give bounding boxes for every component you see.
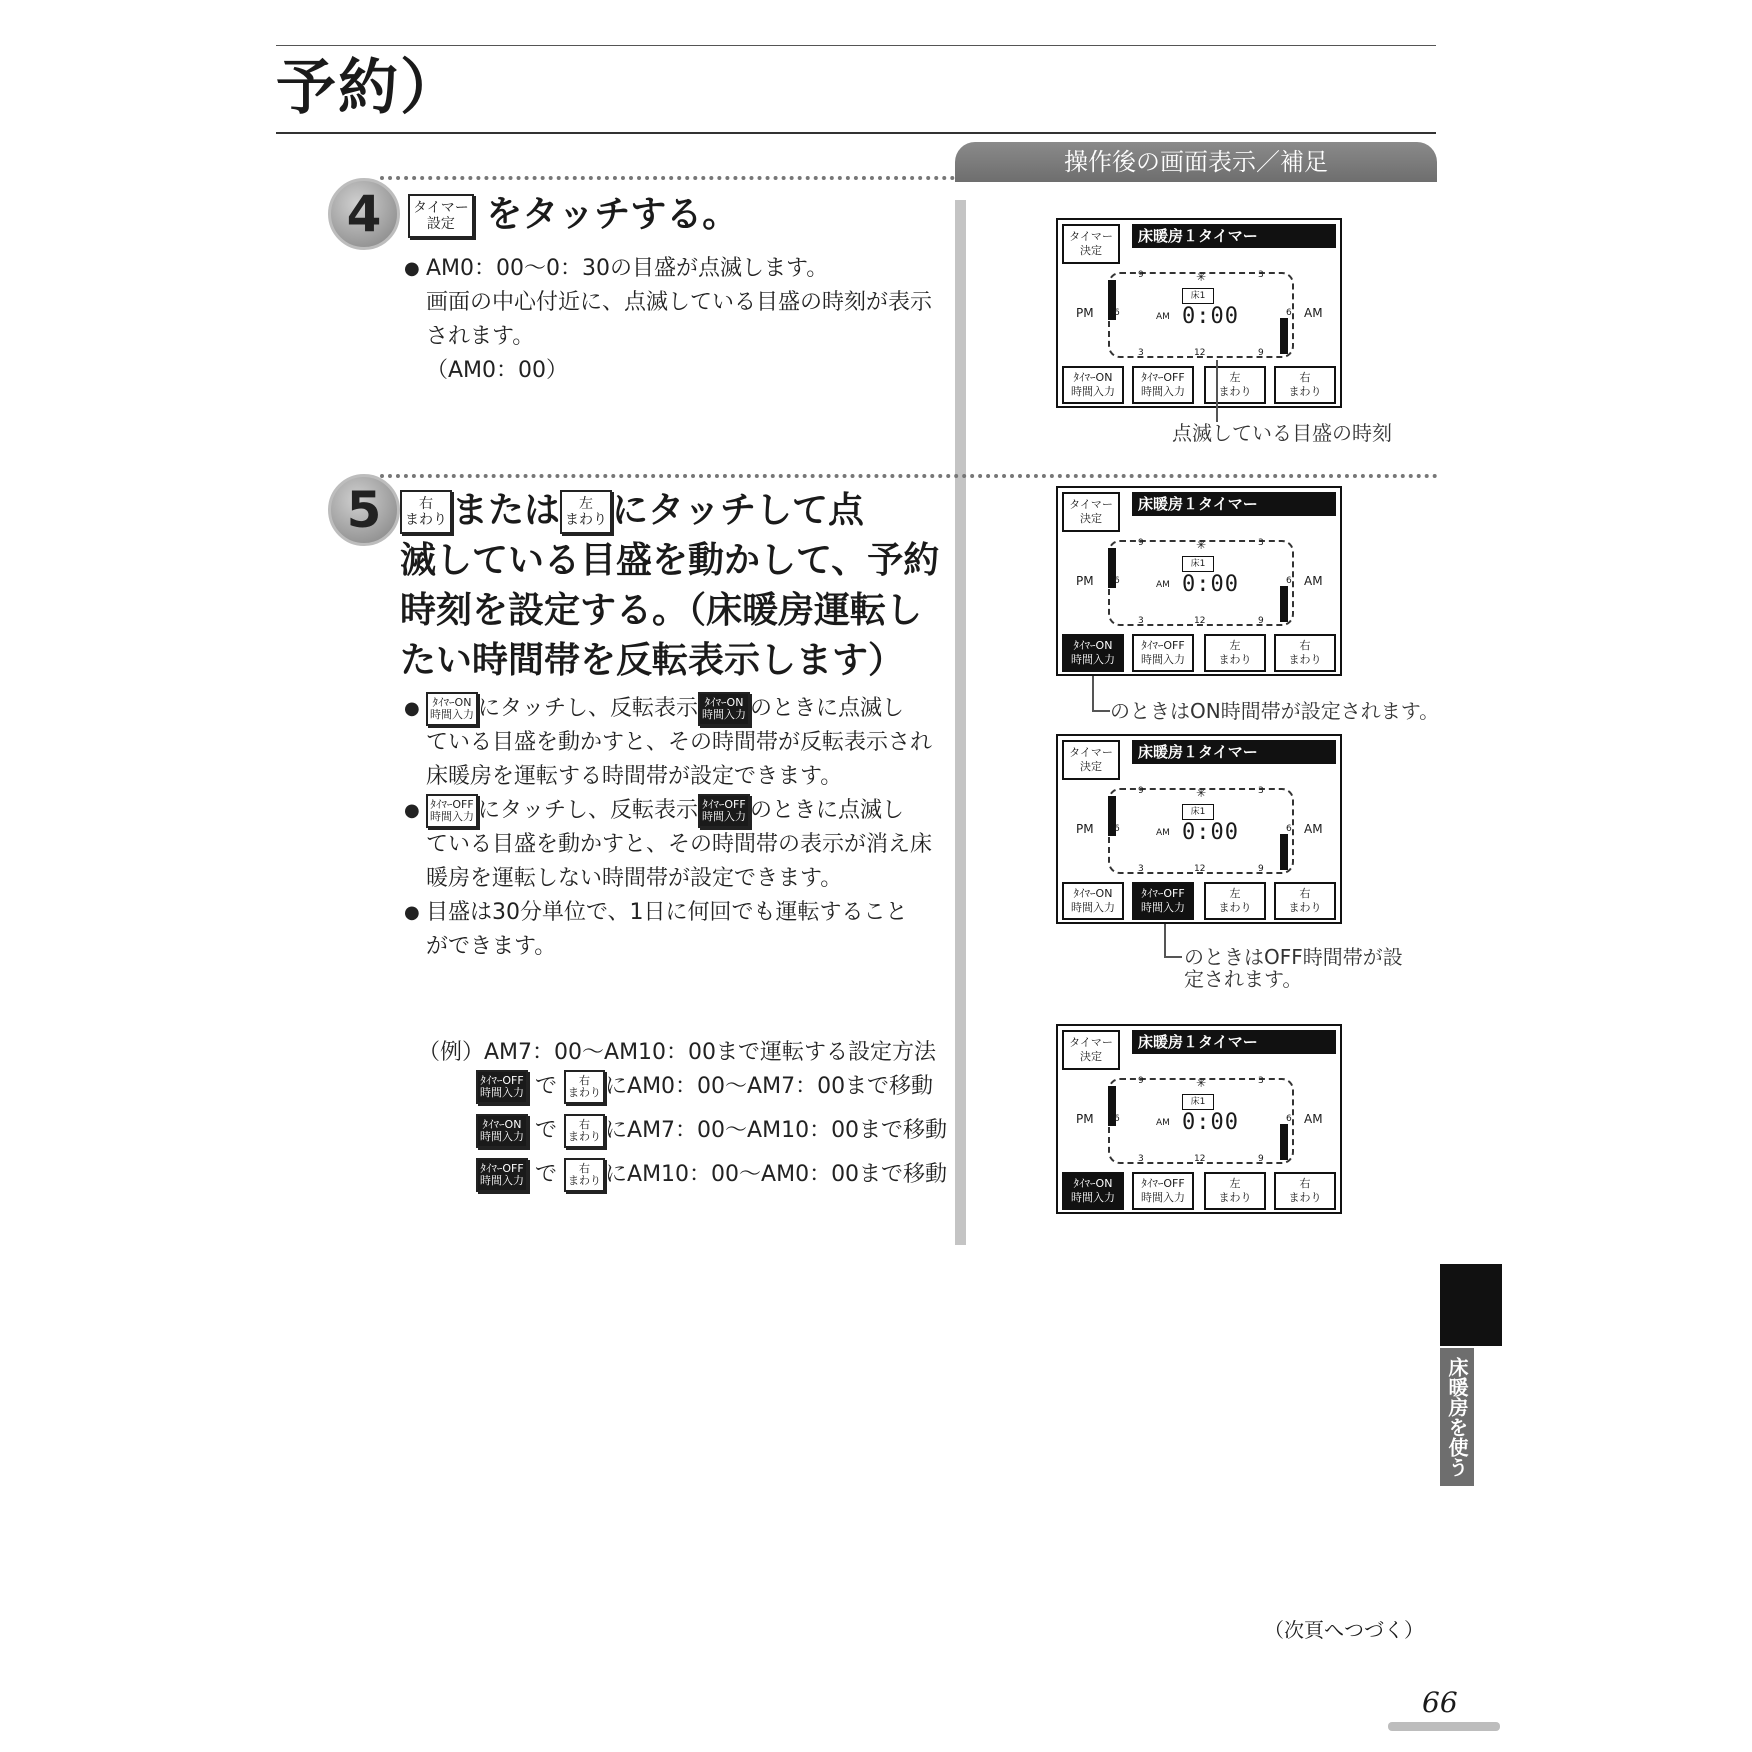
step5-bullet2-line2: ている目盛を動かすと、その時間帯の表示が消え床: [426, 832, 933, 857]
clock-time: 0:00: [1182, 1110, 1239, 1135]
dial-label-12: 12: [1194, 864, 1206, 874]
timer-on-key-icon: ﾀｲﾏｰON 時間入力: [426, 692, 478, 726]
panel-header: 操作後の画面表示／補足: [955, 142, 1437, 182]
dial-label-3: 3: [1258, 1076, 1264, 1086]
side-tab-label: 床暖房を使う: [1440, 1348, 1474, 1486]
step5-heading-part1: または: [452, 490, 561, 531]
callout-on-period: のときはON時間帯が設定されます。: [1110, 699, 1440, 723]
dial-segment-right: [1280, 834, 1288, 870]
floor-tag: 床1: [1182, 556, 1214, 572]
am-label: AM: [1304, 306, 1323, 320]
timer-on-inverted-key-icon: ﾀｲﾏｰON 時間入力: [698, 692, 750, 726]
dial-label-6-right: 6: [1286, 824, 1292, 834]
am-label: AM: [1304, 822, 1323, 836]
dial-label-9-bottom: 9: [1258, 616, 1264, 626]
page-title: 予約）: [276, 53, 462, 123]
panel-screen: [1056, 734, 1342, 924]
blink-mark-icon: ✳: [1196, 1076, 1207, 1090]
callout-blinking-time: 点滅している目盛の時刻: [1172, 421, 1392, 445]
step5-body: [404, 692, 952, 964]
clock-time: 0:00: [1182, 820, 1239, 845]
step5-heading-line2: 滅している目盛を動かして、予約: [400, 540, 940, 581]
dial-label-9: 9: [1138, 270, 1144, 280]
step5-bullet3-line2: ができます。: [426, 934, 557, 959]
screen-title: 床暖房１タイマー: [1132, 224, 1336, 248]
timer-off-input-button[interactable]: ﾀｲﾏｰOFF 時間入力: [1132, 366, 1194, 404]
dial-label-6-left: 6: [1114, 1114, 1120, 1124]
timer-on-input-button[interactable]: ﾀｲﾏｰON 時間入力: [1062, 366, 1124, 404]
dial-segment-right: [1280, 318, 1288, 354]
step4-divider: [380, 176, 955, 180]
dial-label-3: 3: [1258, 270, 1264, 280]
bullet-dot-icon: ●: [404, 902, 420, 923]
right-rotate-key-icon: 右 まわり: [564, 1158, 605, 1192]
timer-decide-button[interactable]: タイマー 決定: [1062, 740, 1120, 780]
panel-vertical-rule: [955, 200, 966, 1245]
screen-title: 床暖房１タイマー: [1132, 1030, 1336, 1054]
callout-off-period: のときはOFF時間帯が設 定されます。: [1184, 945, 1403, 991]
timer-off-key-icon: ﾀｲﾏｰOFF 時間入力: [426, 794, 478, 828]
dial-label-9-bottom: 9: [1258, 348, 1264, 358]
dial-label-6-left: 6: [1114, 308, 1120, 318]
am-label: AM: [1304, 1112, 1323, 1126]
time-am-label: AM: [1156, 828, 1170, 838]
callout-line-2: [1092, 676, 1094, 712]
step4-bullet: ● AM0：00〜0：30の目盛が点滅します。: [404, 252, 944, 286]
bullet-dot-icon: ●: [404, 800, 420, 821]
header-top-rule: [276, 45, 1436, 46]
dial-segment-right: [1280, 1124, 1288, 1160]
callout-line-1: [1216, 360, 1218, 422]
rotate-left-button[interactable]: 左 まわり: [1204, 366, 1266, 404]
timer-decide-button[interactable]: タイマー 決定: [1062, 492, 1120, 532]
blink-mark-icon: ✳: [1196, 270, 1207, 284]
blink-mark-icon: ✳: [1196, 538, 1207, 552]
pm-label: PM: [1076, 1112, 1094, 1126]
timer-off-inverted-key-icon: ﾀｲﾏｰOFF 時間入力: [698, 794, 750, 828]
step5-heading-line4: たい時間帯を反転表示します）: [400, 640, 905, 681]
dial-label-3-bottom: 3: [1138, 1154, 1144, 1164]
step5-bullet1: ● ﾀｲﾏｰON 時間入力 にタッチし、反転表示 ﾀｲﾏｰON 時間入力 のときに点滅し: [404, 692, 952, 726]
step5-bullet1-line3: 床暖房を運転する時間帯が設定できます。: [426, 764, 843, 789]
timer-off-input-button[interactable]: ﾀｲﾏｰOFF 時間入力: [1132, 882, 1194, 920]
pm-label: PM: [1076, 822, 1094, 836]
dial-label-9-bottom: 9: [1258, 864, 1264, 874]
step5-divider: [380, 474, 1438, 478]
callout-line-2b: [1092, 710, 1110, 712]
dial-segment-right: [1280, 586, 1288, 622]
dial-label-3-bottom: 3: [1138, 348, 1144, 358]
bullet-dot-icon: ●: [404, 258, 420, 279]
dial-label-3: 3: [1258, 538, 1264, 548]
timer-on-key-icon: ﾀｲﾏｰON 時間入力: [476, 1114, 528, 1148]
rotate-right-button[interactable]: 右 まわり: [1274, 882, 1336, 920]
example-row-2: ﾀｲﾏｰON 時間入力 で 右 まわり にAM7：00〜AM10：00まで移動: [476, 1114, 947, 1148]
example-row-3: ﾀｲﾏｰOFF 時間入力 で 右 まわり にAM10：00〜AM0：00まで移動: [476, 1158, 947, 1192]
step5-heading-line3: 時刻を設定する。（床暖房運転し: [400, 590, 923, 631]
bullet-dot-icon: ●: [404, 698, 420, 719]
continued-note: （次頁へつづく）: [1264, 1618, 1424, 1642]
right-rotate-key-icon: 右 まわり: [564, 1114, 605, 1148]
screen-title: 床暖房１タイマー: [1132, 492, 1336, 516]
panel-screen: [1056, 486, 1342, 676]
step4-body-line2: されます。: [426, 324, 535, 349]
page-number-bar: [1388, 1722, 1500, 1731]
step5-bullet2: ● ﾀｲﾏｰOFF 時間入力 にタッチし、反転表示 ﾀｲﾏｰOFF 時間入力 のときに点滅し: [404, 794, 952, 828]
dial-label-6-left: 6: [1114, 576, 1120, 586]
right-rotate-key-icon: 右 まわり: [400, 490, 452, 534]
time-am-label: AM: [1156, 1118, 1170, 1128]
timer-on-input-button[interactable]: ﾀｲﾏｰON 時間入力: [1062, 882, 1124, 920]
time-am-label: AM: [1156, 312, 1170, 322]
callout-line-3: [1164, 924, 1166, 958]
rotate-right-button[interactable]: 右 まわり: [1274, 634, 1336, 672]
timer-decide-button[interactable]: タイマー 決定: [1062, 1030, 1120, 1070]
rotate-right-button[interactable]: 右 まわり: [1274, 1172, 1336, 1210]
dial-label-9: 9: [1138, 786, 1144, 796]
clock-time: 0:00: [1182, 304, 1239, 329]
rotate-left-button[interactable]: 左 まわり: [1204, 634, 1266, 672]
dial-label-9: 9: [1138, 538, 1144, 548]
panel-screen: [1056, 218, 1342, 408]
dial-label-12: 12: [1194, 348, 1206, 358]
dial-label-3-bottom: 3: [1138, 616, 1144, 626]
timer-setting-key-icon: タイマー 設定: [408, 194, 474, 238]
callout-line-3b: [1164, 956, 1182, 958]
timer-off-input-button[interactable]: ﾀｲﾏｰOFF 時間入力: [1132, 634, 1194, 672]
rotate-right-button[interactable]: 右 まわり: [1274, 366, 1336, 404]
step4-body: [404, 252, 944, 388]
dial-label-9-bottom: 9: [1258, 1154, 1264, 1164]
time-am-label: AM: [1156, 580, 1170, 590]
dial-label-3: 3: [1258, 786, 1264, 796]
rotate-left-button[interactable]: 左 まわり: [1204, 882, 1266, 920]
am-label: AM: [1304, 574, 1323, 588]
step4-body-line1: 画面の中心付近に、点滅している目盛の時刻が表示: [426, 290, 933, 315]
dial-label-6-right: 6: [1286, 576, 1292, 586]
timer-off-input-button[interactable]: ﾀｲﾏｰOFF 時間入力: [1132, 1172, 1194, 1210]
left-rotate-key-icon: 左 まわり: [560, 490, 612, 534]
step4-number: 4: [328, 178, 400, 250]
dial-label-6-right: 6: [1286, 1114, 1292, 1124]
step5-bullet1-line2: ている目盛を動かすと、その時間帯が反転表示され: [426, 730, 933, 755]
step4-heading: をタッチする。: [486, 194, 739, 235]
dial-label-12: 12: [1194, 1154, 1206, 1164]
floor-tag: 床1: [1182, 1094, 1214, 1110]
blink-mark-icon: ✳: [1196, 786, 1207, 800]
step5-heading-part2: にタッチして点: [612, 490, 865, 531]
dial-label-6-right: 6: [1286, 308, 1292, 318]
step5-number: 5: [328, 474, 400, 546]
timer-on-input-button[interactable]: ﾀｲﾏｰON 時間入力: [1062, 1172, 1124, 1210]
panel-screen: [1056, 1024, 1342, 1214]
floor-tag: 床1: [1182, 804, 1214, 820]
timer-on-input-button[interactable]: ﾀｲﾏｰON 時間入力: [1062, 634, 1124, 672]
screen-title: 床暖房１タイマー: [1132, 740, 1336, 764]
pm-label: PM: [1076, 306, 1094, 320]
timer-off-key-icon: ﾀｲﾏｰOFF 時間入力: [476, 1158, 528, 1192]
timer-off-key-icon: ﾀｲﾏｰOFF 時間入力: [476, 1070, 528, 1104]
header-bottom-rule: [276, 132, 1436, 134]
timer-decide-button[interactable]: タイマー 決定: [1062, 224, 1120, 264]
example-title: （例）AM7：00〜AM10：00まで運転する設定方法: [418, 1040, 937, 1065]
step5-bullet3: ● 目盛は30分単位で、1日に何回でも運転すること: [404, 896, 952, 930]
dial-label-6-left: 6: [1114, 824, 1120, 834]
right-rotate-key-icon: 右 まわり: [564, 1070, 605, 1104]
dial-label-12: 12: [1194, 616, 1206, 626]
example-row-1: ﾀｲﾏｰOFF 時間入力 で 右 まわり にAM0：00〜AM7：00まで移動: [476, 1070, 933, 1104]
step5-heading: [400, 486, 960, 686]
side-tab-marker: [1440, 1264, 1502, 1346]
step4-body-line3: （AM0：00）: [426, 358, 569, 383]
page-number: 66: [1422, 1686, 1458, 1719]
step4-heading-row: [408, 190, 738, 240]
rotate-left-button[interactable]: 左 まわり: [1204, 1172, 1266, 1210]
clock-time: 0:00: [1182, 572, 1239, 597]
pm-label: PM: [1076, 574, 1094, 588]
dial-label-3-bottom: 3: [1138, 864, 1144, 874]
step5-bullet2-line3: 暖房を運転しない時間帯が設定できます。: [426, 866, 843, 891]
dial-label-9: 9: [1138, 1076, 1144, 1086]
floor-tag: 床1: [1182, 288, 1214, 304]
